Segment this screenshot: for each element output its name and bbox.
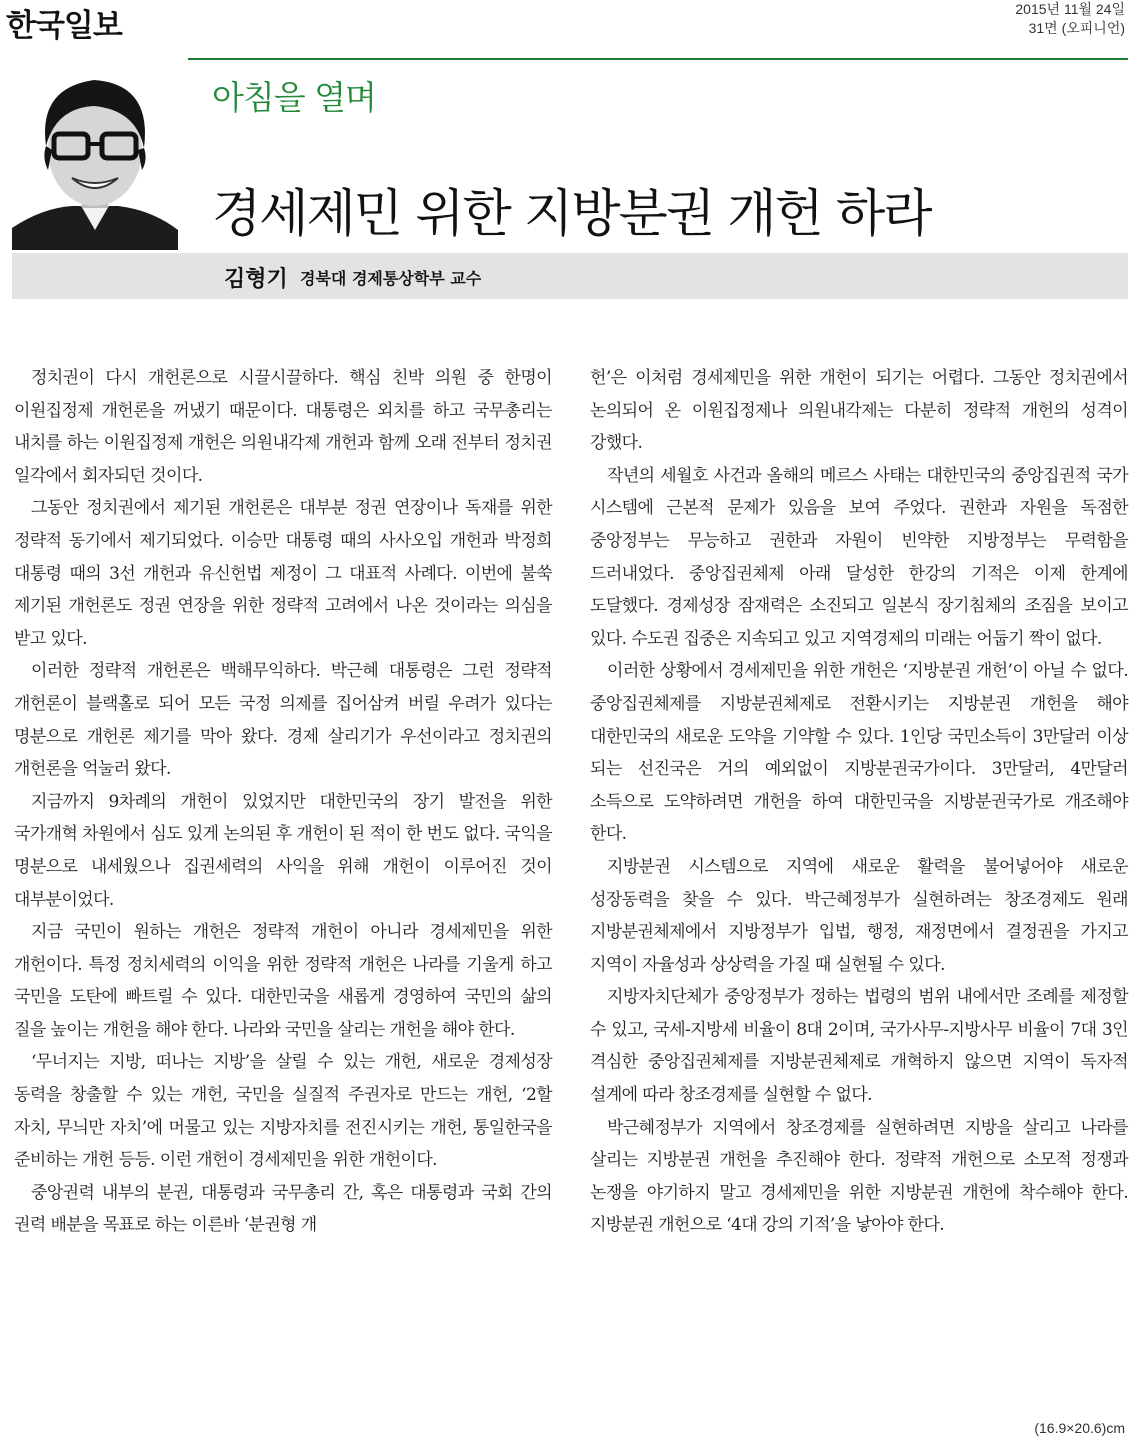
paragraph: 지금 국민이 원하는 개헌은 정략적 개헌이 아니라 경세제민을 위한 개헌이다. 특정 정치세력의 이익을 위한 정략적 개헌은 나라를 기울게 하고 국민을 도탄에 빠트릴 수 있다. 대한민국을 새롭게 경영하여 국민의 삶의 질을 높이는 개헌을 해야 한다. 나라와 국민을 살리는 개헌을 해야 한다. bbox=[14, 922, 552, 1040]
article-column-left bbox=[14, 362, 552, 1242]
paragraph: 이러한 정략적 개헌론은 백해무익하다. 박근혜 대통령은 그런 정략적 개헌론이 블랙홀로 되어 모든 국정 의제를 집어삼켜 버릴 우려가 있다는 명분으로 개헌론 제기를 막아 왔다. 경제 살리기가 우선이라고 정치권의 개헌론을 억눌러 왔다. bbox=[14, 661, 552, 780]
paragraph: 작년의 세월호 사건과 올해의 메르스 사태는 대한민국의 중앙집권적 국가 시스템에 근본적 문제가 있음을 보여 주었다. 권한과 자원을 독점한 중앙정부는 무능하고 권한과 자원이 빈약한 지방정부는 무력함을 드러내었다. 중앙집권체제 아래 달성한 한강의 기적은 이제 한계에 도달했다. 경제성장 잠재력은 소진되고 일본식 장기침체의 조짐을 보이고 있다. 수도권 집중은 지속되고 있고 지역경제의 미래는 어둡기 짝이 없다. bbox=[590, 465, 1128, 649]
paragraph: ‘무너지는 지방, 떠나는 지방’을 살릴 수 있는 개헌, 새로운 경제성장 동력을 창출할 수 있는 개헌, 국민을 실질적 주권자로 만드는 개헌, ‘2할 자치, 무늬만 자치’에 머물고 있는 지방자치를 전진시키는 개헌, 통일한국을 준비하는 개헌 등등. 이런 개헌이 경세제민을 위한 개헌이다. bbox=[14, 1052, 552, 1171]
author-portrait bbox=[12, 58, 178, 250]
paragraph: 지방분권 시스템으로 지역에 새로운 활력을 불어넣어야 새로운 성장동력을 찾을 수 있다. 박근혜정부가 실현하려는 창조경제도 원래 지방분권체제에서 지방정부가 입법, 행정, 재정면에서 결정권을 가지고 지역이 자율성과 상상력을 가질 때 실현될 수 있다. bbox=[590, 856, 1128, 975]
page-info: 31면 (오피니언) bbox=[1028, 20, 1125, 36]
section-rule bbox=[188, 58, 1128, 60]
paragraph: 정치권이 다시 개헌론으로 시끌시끌하다. 핵심 친박 의원 중 한명이 이원집정제 개헌론을 꺼냈기 때문이다. 대통령은 외치를 하고 국무총리는 내치를 하는 이원집정제 개헌은 의원내각제 개헌과 함께 오래 전부터 정치권 일각에서 회자되던 것이다. bbox=[14, 368, 552, 486]
publication-date: 2015년 11월 24일 bbox=[1015, 1, 1125, 17]
paragraph: 헌’은 이처럼 경세제민을 위한 개헌이 되기는 어렵다. 그동안 정치권에서 논의되어 온 이원집정제나 의원내각제는 다분히 정략적 개헌의 성격이 강했다. bbox=[590, 368, 1128, 454]
paragraph: 그동안 정치권에서 제기된 개헌론은 대부분 정권 연장이나 독재를 위한 정략적 동기에서 제기되었다. 이승만 대통령 때의 사사오입 개헌과 박정희 대통령 때의 3선 개헌과 유신헌법 제정이 그 대표적 사례다. 이번에 불쑥 제기된 개헌론도 정권 연장을 위한 정략적 고려에서 나온 것이라는 의심을 받고 있다. bbox=[14, 498, 552, 649]
column-label: 아침을 열며 bbox=[212, 78, 376, 117]
author-name: 김형기 bbox=[224, 267, 288, 292]
newspaper-masthead: 한국일보 bbox=[6, 8, 122, 44]
paragraph: 지방자치단체가 중앙정부가 정하는 법령의 범위 내에서만 조례를 제정할 수 있고, 국세-지방세 비율이 8대 2이며, 국가사무-지방사무 비율이 7대 3인 격심한 중앙집권체제를 지방분권체제로 개혁하지 않으면 지역이 독자적 설계에 따라 창조경제를 실현할 수 없다. bbox=[590, 987, 1128, 1106]
paragraph: 중앙권력 내부의 분권, 대통령과 국무총리 간, 혹은 대통령과 국회 간의 권력 배분을 목표로 하는 이른바 ‘분권형 개 bbox=[14, 1182, 552, 1236]
size-note: (16.9×20.6)cm bbox=[1034, 1420, 1125, 1436]
headline: 경세제민 위한 지방분권 개헌 하라 bbox=[212, 185, 931, 244]
publication-meta bbox=[1015, 0, 1125, 38]
article-column-right bbox=[590, 362, 1128, 1242]
paragraph: 지금까지 9차례의 개헌이 있었지만 대한민국의 장기 발전을 위한 국가개혁 차원에서 심도 있게 논의된 후 개헌이 된 적이 한 번도 없다. 국익을 명분으로 내세웠으나 집권세력의 사익을 위해 개헌이 이루어진 것이 대부분이었다. bbox=[14, 791, 552, 910]
paragraph: 박근혜정부가 지역에서 창조경제를 실현하려면 지방을 살리고 나라를 살리는 지방분권 개헌을 추진해야 한다. 정략적 개헌으로 소모적 정쟁과 논쟁을 야기하지 말고 경세제민을 위한 지방분권 개헌에 착수해야 한다. 지방분권 개헌으로 ‘4대 강의 기적’을 낳아야 한다. bbox=[590, 1117, 1128, 1236]
paragraph: 이러한 상황에서 경세제민을 위한 개헌은 ‘지방분권 개헌’이 아닐 수 없다. 중앙집권체제를 지방분권체제로 전환시키는 지방분권 개헌을 해야 대한민국의 새로운 도약을 기약할 수 있다. 1인당 국민소득이 3만달러 이상 되는 선진국은 거의 예외없이 지방분권국가이다. 3만달러, 4만달러 소득으로 도약하려면 개헌을 하여 대한민국을 지방분권국가로 개조해야 한다. bbox=[590, 661, 1128, 845]
byline-bar bbox=[12, 253, 1128, 299]
author-affiliation: 경북대 경제통상학부 교수 bbox=[300, 269, 482, 288]
